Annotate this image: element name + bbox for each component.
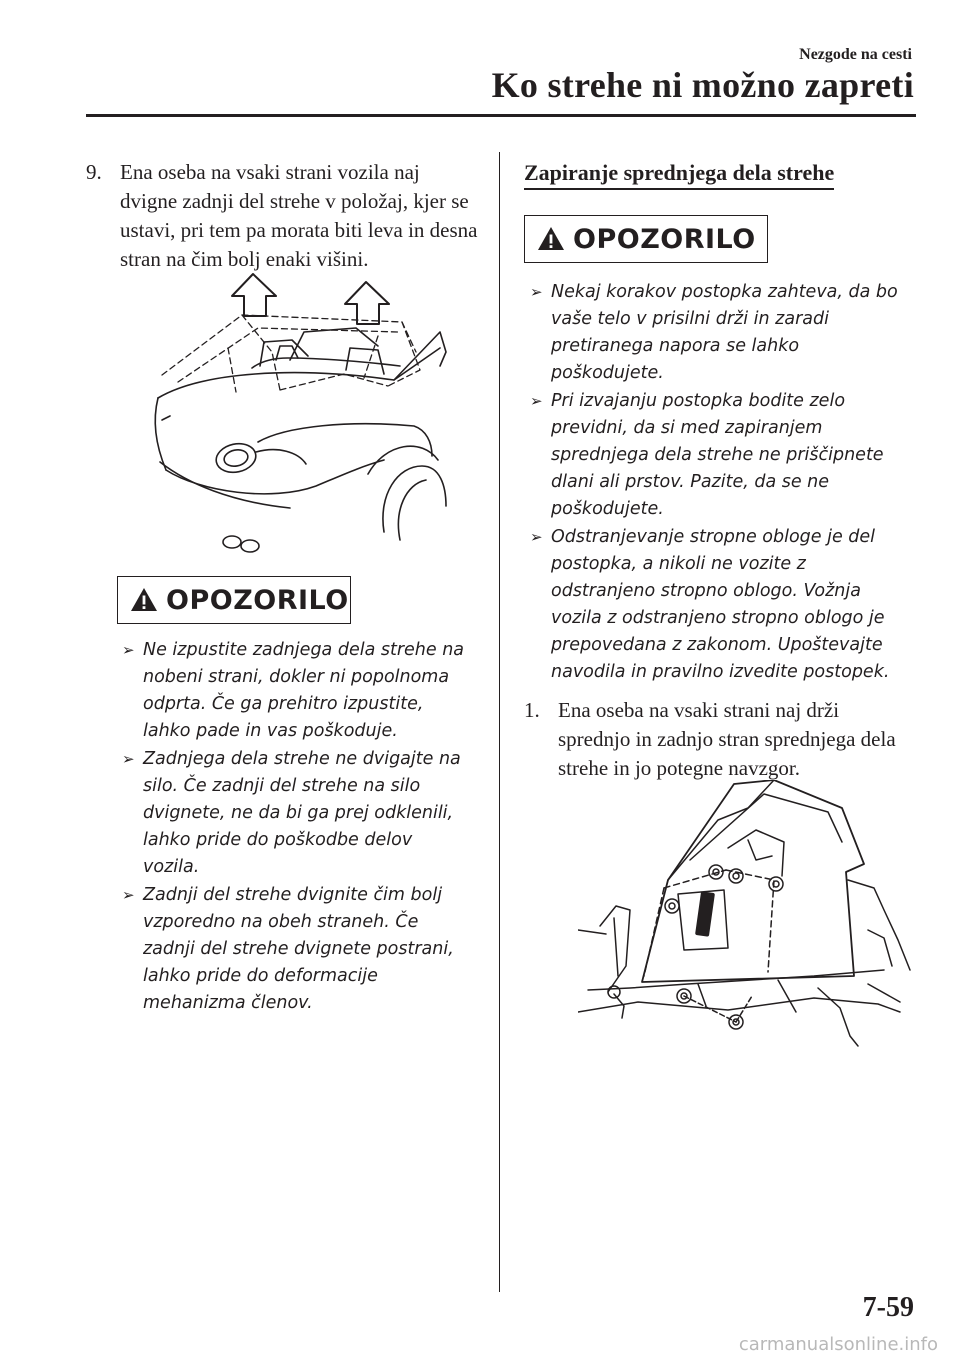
warning-triangle-icon [130, 587, 158, 613]
warning-label: OPOZORILO [166, 584, 349, 616]
step-text: Ena oseba na vsaki strani vozila naj dvigne zadnji del strehe v položaj, kjer se ustavi, pri tem pa morata biti leva in desna stran na čim bolj enaki višini. [120, 160, 478, 271]
step-1 [524, 696, 914, 786]
arrowhead-bullet-icon: ➢ [530, 392, 543, 410]
warning-item [122, 746, 467, 881]
warning-item [530, 388, 915, 523]
step-number: 9. [86, 160, 102, 184]
warning-item-text: Ne izpustite zadnjega dela strehe na nobeni strani, dokler ni popolnoma odprta. Če ga prehitro izpustite, lahko pade in vas poškoduje. [143, 640, 465, 741]
column-divider [499, 152, 500, 1292]
warning-item-text: Zadnjega dela strehe ne dvigajte na silo. Če zadnji del strehe na silo dvignete, ne da bi ga prej odklenili, lahko pride do poškodbe delov vozila. [143, 749, 461, 877]
warning-item [530, 524, 915, 686]
arrowhead-bullet-icon: ➢ [122, 641, 135, 659]
header-rule [86, 114, 916, 117]
warning-box [117, 576, 351, 624]
front-roof-closing-illustration [578, 780, 914, 1050]
warning-triangle-icon [537, 226, 565, 252]
step-9 [86, 158, 486, 278]
section-title: Zapiranje sprednjega dela strehe [524, 160, 834, 190]
step-text: Ena oseba na vsaki strani naj drži sprednjo in zadnjo stran sprednjega dela strehe in jo potegne navzgor. [558, 698, 896, 780]
warning-item [530, 279, 915, 387]
arrowhead-bullet-icon: ➢ [122, 750, 135, 768]
watermark: carmanualsonline.info [738, 1334, 938, 1355]
warning-list [530, 279, 915, 687]
warning-box [524, 215, 768, 263]
warning-item-text: Odstranjevanje stropne obloge je del postopka, a nikoli ne vozite z odstranjeno stropno oblogo. Vožnja vozila z odstranjeno stropno oblogo je prepovedana z zakonom. Upoštevajte navodila in pravilno izvedite postopek. [551, 527, 890, 682]
page-number: 7-59 [862, 1292, 914, 1323]
warning-item-text: Zadnji del strehe dvignite čim bolj vzporedno na obeh straneh. Če zadnji del strehe dvignete postrani, lahko pride do deformacije mehanizma členov. [143, 885, 454, 1013]
warning-item [122, 637, 467, 745]
running-header-section: Nezgode na cesti [799, 46, 912, 63]
arrowhead-bullet-icon: ➢ [122, 886, 135, 904]
warning-label: OPOZORILO [573, 223, 756, 255]
arrowhead-bullet-icon: ➢ [530, 283, 543, 301]
step-number: 1. [524, 698, 540, 722]
arrowhead-bullet-icon: ➢ [530, 528, 543, 546]
page-title: Ko strehe ni možno zapreti [491, 65, 914, 105]
warning-item [122, 882, 467, 1017]
warning-item-text: Nekaj korakov postopka zahteva, da bo vaše telo v prisilni drži in zaradi pretiranega napora se lahko poškodujete. [551, 282, 898, 383]
rear-roof-lift-illustration [140, 270, 450, 555]
warning-list [122, 637, 467, 1018]
warning-item-text: Pri izvajanju postopka bodite zelo previdni, da si med zapiranjem sprednjega dela strehe ne priščipnete dlani ali prstov. Pazite, da se ne poškodujete. [551, 391, 884, 519]
